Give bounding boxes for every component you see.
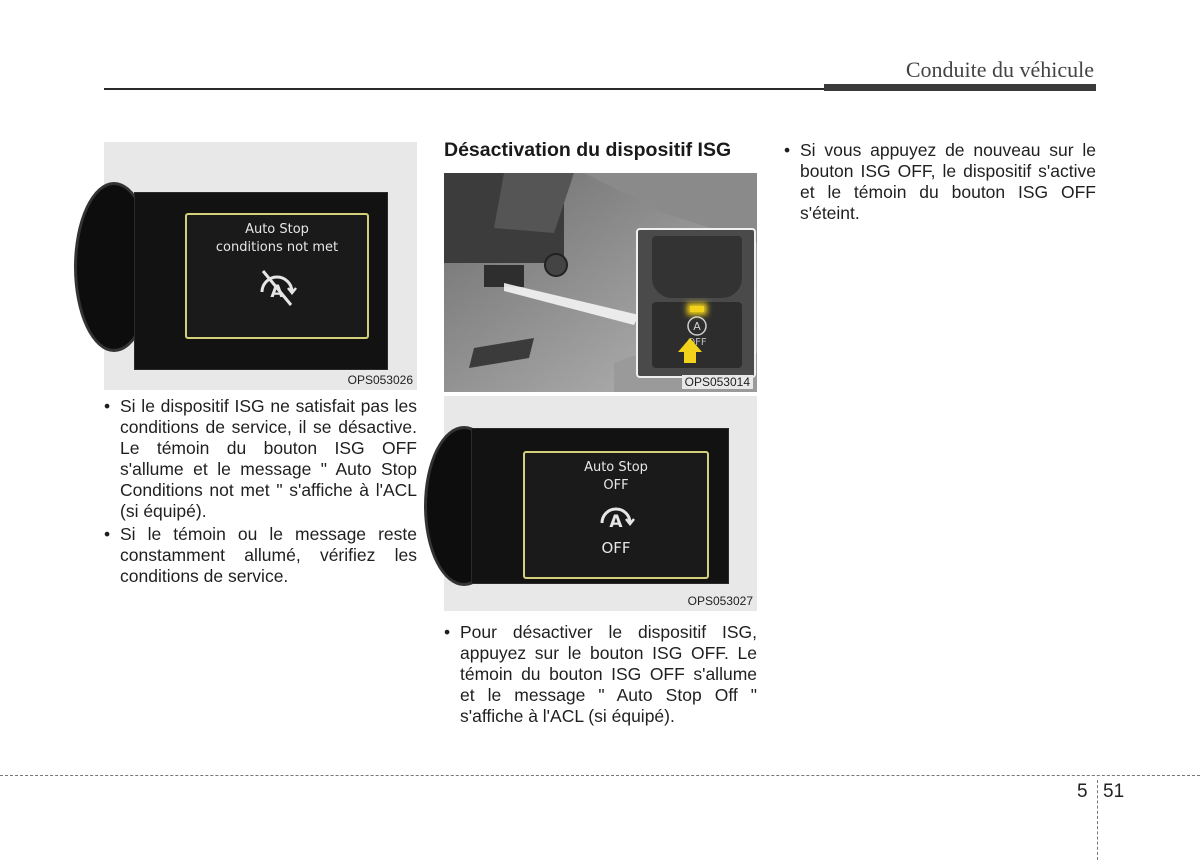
cluster-display — [134, 192, 388, 370]
lcd-screen — [523, 451, 709, 579]
cluster-display — [471, 428, 729, 584]
list-item: • Si le témoin ou le message reste constamment allumé, vérifiez les conditions de service. — [104, 524, 417, 587]
running-header: Conduite du véhicule — [905, 57, 1094, 82]
header-rule-accent — [824, 84, 1096, 91]
isg-off-button — [652, 302, 742, 368]
lcd-screen — [185, 213, 369, 339]
lcd-line-1: Auto Stop — [584, 460, 648, 475]
auto-stop-crossed-icon — [254, 265, 300, 311]
indicator-light-icon — [690, 306, 704, 312]
header-rule — [104, 88, 826, 90]
auto-stop-icon — [596, 499, 636, 535]
footer-divider — [1097, 780, 1098, 860]
lcd-line-2: conditions not met — [215, 240, 339, 255]
figure-isg-button — [444, 173, 757, 392]
page-number: 51 — [1103, 781, 1125, 802]
section-heading: Désactivation du dispositif ISG — [444, 139, 732, 161]
figure-auto-stop-off — [444, 396, 757, 611]
press-arrow-stem — [684, 351, 696, 363]
figure-code: OPS053014 — [682, 375, 753, 389]
svg-text:A: A — [270, 282, 284, 302]
chapter-number: 5 — [1077, 781, 1088, 802]
off-label: OFF — [687, 337, 707, 348]
right-bullet-list — [784, 140, 1096, 226]
list-item: • Pour désactiver le dispositif ISG, appuyez sur le bouton ISG OFF. Le témoin du bouton ISG OFF s'allume et le message " Auto Stop Off " s'affiche à l'ACL (si équipé). — [444, 622, 757, 727]
svg-text:A: A — [693, 320, 701, 333]
press-arrow-icon — [678, 338, 702, 352]
figure-code: OPS053026 — [347, 373, 413, 387]
figure-auto-stop-not-met — [104, 142, 417, 390]
lcd-line-3: OFF — [601, 539, 631, 557]
left-bullet-list — [104, 396, 417, 589]
figure-code: OPS053027 — [687, 594, 753, 608]
svg-text:A: A — [609, 512, 623, 532]
lcd-line-1: Auto Stop — [245, 222, 309, 237]
middle-bullet-list — [444, 622, 757, 729]
list-item: • Si vous appuyez de nouveau sur le bouton ISG OFF, le dispositif s'active et le témoin du bouton ISG OFF s'éteint. — [784, 140, 1096, 224]
button-inset — [636, 228, 756, 378]
auto-stop-icon — [686, 315, 708, 337]
list-item: • Si le dispositif ISG ne satisfait pas les conditions de service, il se désactive. Le témoin du bouton ISG OFF s'allume et le message " Auto Stop Conditions not met " s'affiche à l'ACL (si équipé). — [104, 396, 417, 522]
upper-button — [652, 236, 742, 298]
footer-rule — [0, 775, 1200, 776]
lcd-line-2: OFF — [603, 478, 629, 493]
